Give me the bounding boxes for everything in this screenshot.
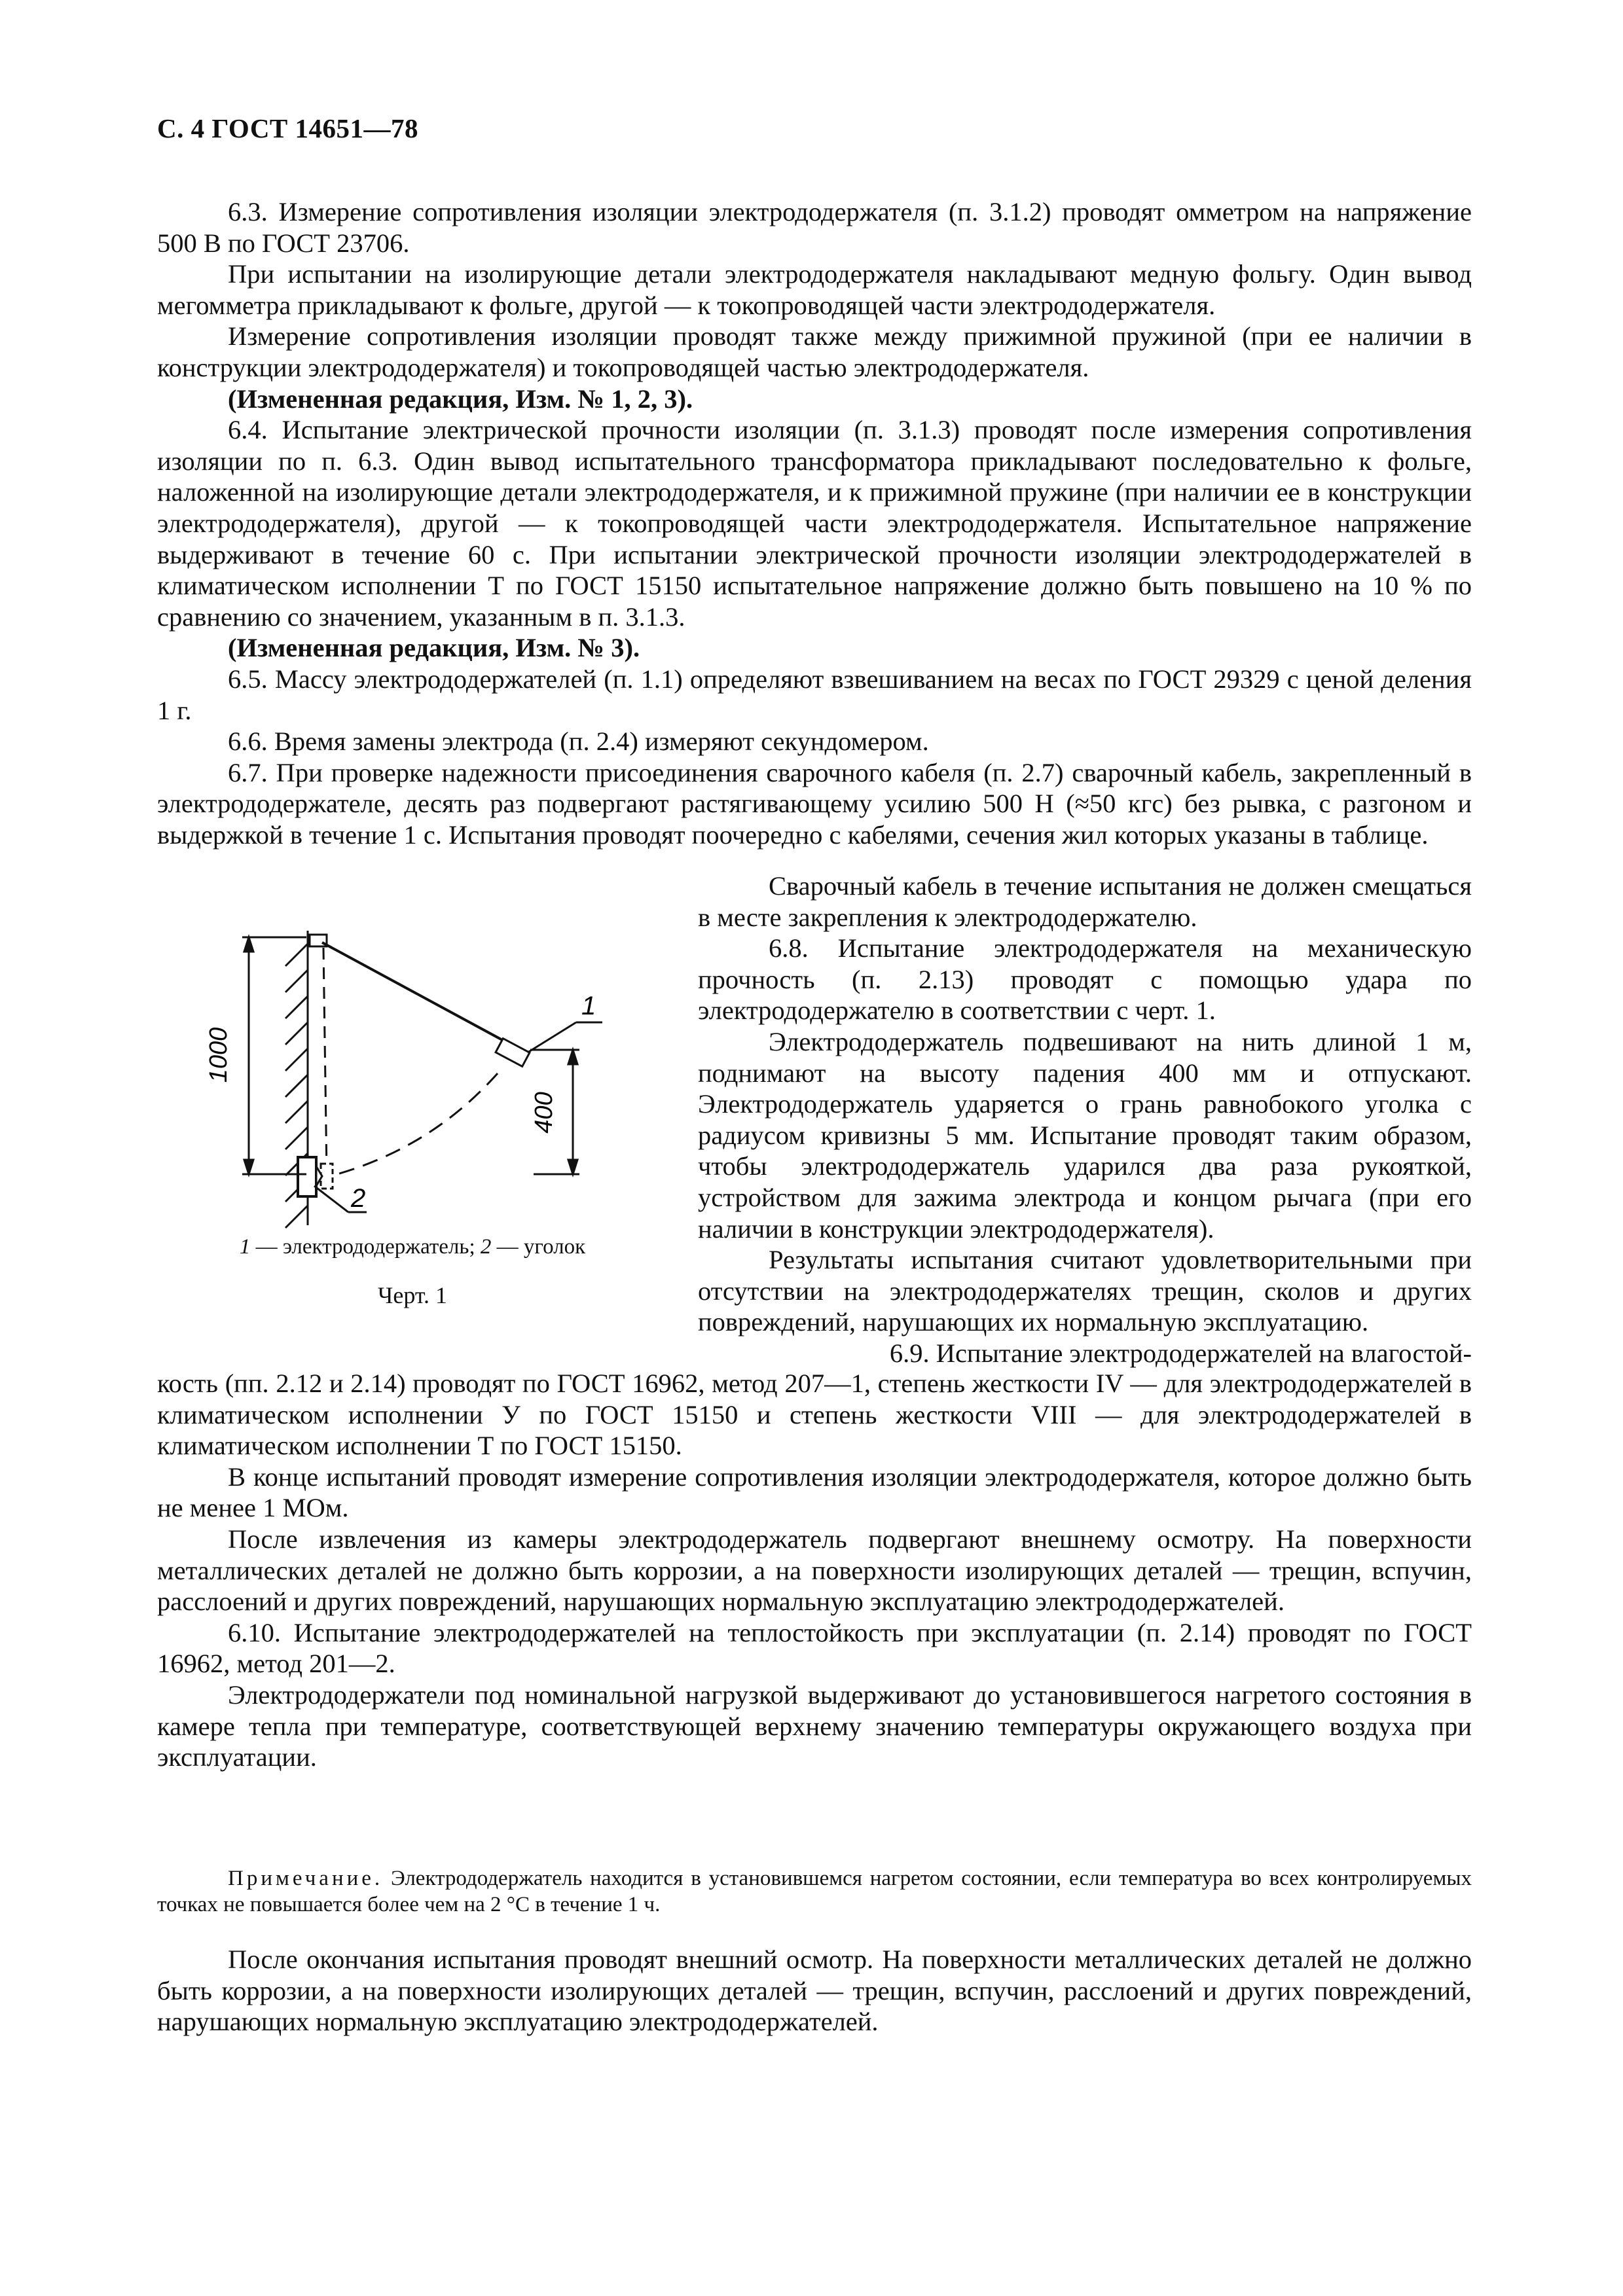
top-text-block (157, 196, 1472, 850)
figure-title: Черт. 1 (378, 1282, 447, 1308)
paragraph-6-6: 6.6. Время замены электрода (п. 2.4) измеряют секундомером. (228, 726, 929, 757)
caption-text-1: — электрододержатель; (250, 1235, 481, 1259)
paragraph: При испытании на изолирующие детали электрододержателя накладывают медную фольгу. Один вывод мегомметра прикладывают к фольге, другой — к токопроводящей части электрододержателя. (157, 259, 1472, 320)
dimension-400-label: 400 (530, 1092, 558, 1134)
paragraph-6-3: 6.3. Измерение сопротивления изоляции электрододержателя (п. 3.1.2) проводят омметром на напряжение 500 В по ГОСТ 23706. (157, 197, 1472, 258)
note-label: Примечание. (228, 1867, 384, 1890)
paragraph: Результаты испытания считают удовлетворительными при отсутствии на электрододержателях трещин, сколов и других повреждений, нарушающих их нормальную эксплуатацию. (698, 1245, 1472, 1337)
paragraph: После окончания испытания проводят внешний осмотр. На поверхности металлических деталей не должно быть коррозии, а на поверхности изолирующих деталей — трещин, вспучин, расслоений и других повреждений, нарушающих нормальную эксплуатацию электрододержателей. (157, 1945, 1472, 2037)
caption-number-2: 2 (480, 1235, 492, 1259)
leader-line-2 (314, 1186, 348, 1212)
paragraph: кость (пп. 2.12 и 2.14) проводят по ГОСТ 16962, метод 207—1, степень жесткости IV — для электрододержателей в климатическом исполнении У по ГОСТ 15150 и степень жесткости VIII — для электрододержателей в климатическом исполнении Т по ГОСТ 15150. (157, 1369, 1472, 1461)
paragraph: В конце испытаний проводят измерение сопротивления изоляции электрододержателя, которое должно быть не менее 1 МОм. (157, 1462, 1472, 1523)
paragraph: Измерение сопротивления изоляции проводят также между прижимной пружиной (при ее наличии в конструкции электрододержателя) и токопроводящей частью электрододержателя. (157, 321, 1472, 382)
callout-2: 2 (351, 1184, 366, 1213)
electrode-holder-raised (496, 1039, 530, 1067)
paragraph: Электрододержатели под номинальной нагрузкой выдерживают до установившегося нагретого состояния в камере тепла при температуре, соответствующей верхнему значению температуры окружающего воздуха при эксплуатации. (157, 1679, 1472, 1772)
right-text-block (698, 870, 1472, 1369)
caption-text-2: — уголок (491, 1235, 586, 1259)
bottom-text-block (157, 1368, 1472, 1773)
paragraph-6-4: 6.4. Испытание электрической прочности изоляции (п. 3.1.3) проводят после измерения сопротивления изоляции по п. 6.3. Один вывод испытательного трансформатора прикладывают последовательно к фольге, наложенной на изолирующие детали электрододержателя, и к прижимной пружине (при наличии ее в конструкции электрододержателя), другой — к токопроводящей части электрододержателя. Испытательное напряжение выдерживают в течение 60 с. При испытании электрической прочности изоляции электрододержателей в климатическом исполнении Т по ГОСТ 15150 испытательное напряжение должно быть повышено на 10 % по сравнению со значением, указанным в п. 3.1.3. (157, 415, 1472, 632)
angle-bracket (298, 1157, 316, 1196)
paragraph: Сварочный кабель в течение испытания не должен смещаться в месте закрепления к электрододержателю. (698, 871, 1472, 932)
vertical-dashed-line (323, 948, 327, 1173)
caption-number-1: 1 (239, 1235, 251, 1259)
suspension-thread (322, 942, 520, 1050)
paragraph-6-8: 6.8. Испытание электрододержателя на механическую прочность (п. 2.13) проводят с помощью удара по электрододержателю в соответствии с черт. 1. (698, 933, 1472, 1026)
swing-trajectory (337, 1073, 498, 1174)
dimension-1000-label: 1000 (205, 1027, 232, 1083)
paragraph: После извлечения из камеры электрододержатель подвергают внешнему осмотру. На поверхности металлических деталей не должно быть коррозии, а на поверхности изолирующих деталей — трещин, вспучин, расслоений и других повреждений, нарушающих нормальную эксплуатацию электрододержателей. (157, 1524, 1472, 1617)
final-text-block (157, 1944, 1472, 2037)
figure-caption (196, 1234, 629, 1260)
note-text: Электрододержатель находится в установившемся нагретом состоянии, если температура во всех контролируемых точках не повышается более чем на 2 °С в течение 1 ч. (157, 1867, 1472, 1916)
paragraph-6-5: 6.5. Массу электрододержателей (п. 1.1) определяют взвешиванием на весах по ГОСТ 29329 с ценой деления 1 г. (157, 664, 1472, 725)
leader-line-1 (528, 1022, 576, 1052)
callout-1: 1 (581, 992, 596, 1020)
paragraph-6-9: 6.9. Испытание электрододержателей на влагостой- (889, 1338, 1472, 1368)
note-block (157, 1865, 1472, 1918)
paragraph-6-10: 6.10. Испытание электрододержателей на теплостойкость при эксплуатации (п. 2.14) проводят по ГОСТ 16962, метод 201—2. (157, 1617, 1472, 1679)
page-header: С. 4 ГОСТ 14651—78 (157, 113, 419, 143)
paragraph: Электрододержатель подвешивают на нить длиной 1 м, поднимают на высоту падения 400 мм и отпускают. Электрододержатель ударяется о грань равнобокого уголка с радиусом кривизны 5 мм. Испытание проводят таким образом, чтобы электрододержатель ударился два раза рукояткой, устройством для зажима электрода и концом рычага (при его наличии в конструкции электрододержателя). (698, 1026, 1472, 1244)
paragraph-6-7: 6.7. При проверке надежности присоединения сварочного кабеля (п. 2.7) сварочный кабель, закрепленный в электрододержателе, десять раз подвергают растягивающему усилию 500 Н (≈50 кгс) без рывка, с разгоном и выдержкой в течение 1 с. Испытания проводят поочередно с кабелями, сечения жил которых указаны в таблице. (157, 757, 1472, 850)
amendment-note: (Измененная редакция, Изм. № 1, 2, 3). (228, 384, 693, 414)
amendment-note: (Измененная редакция, Изм. № 3). (228, 633, 640, 663)
